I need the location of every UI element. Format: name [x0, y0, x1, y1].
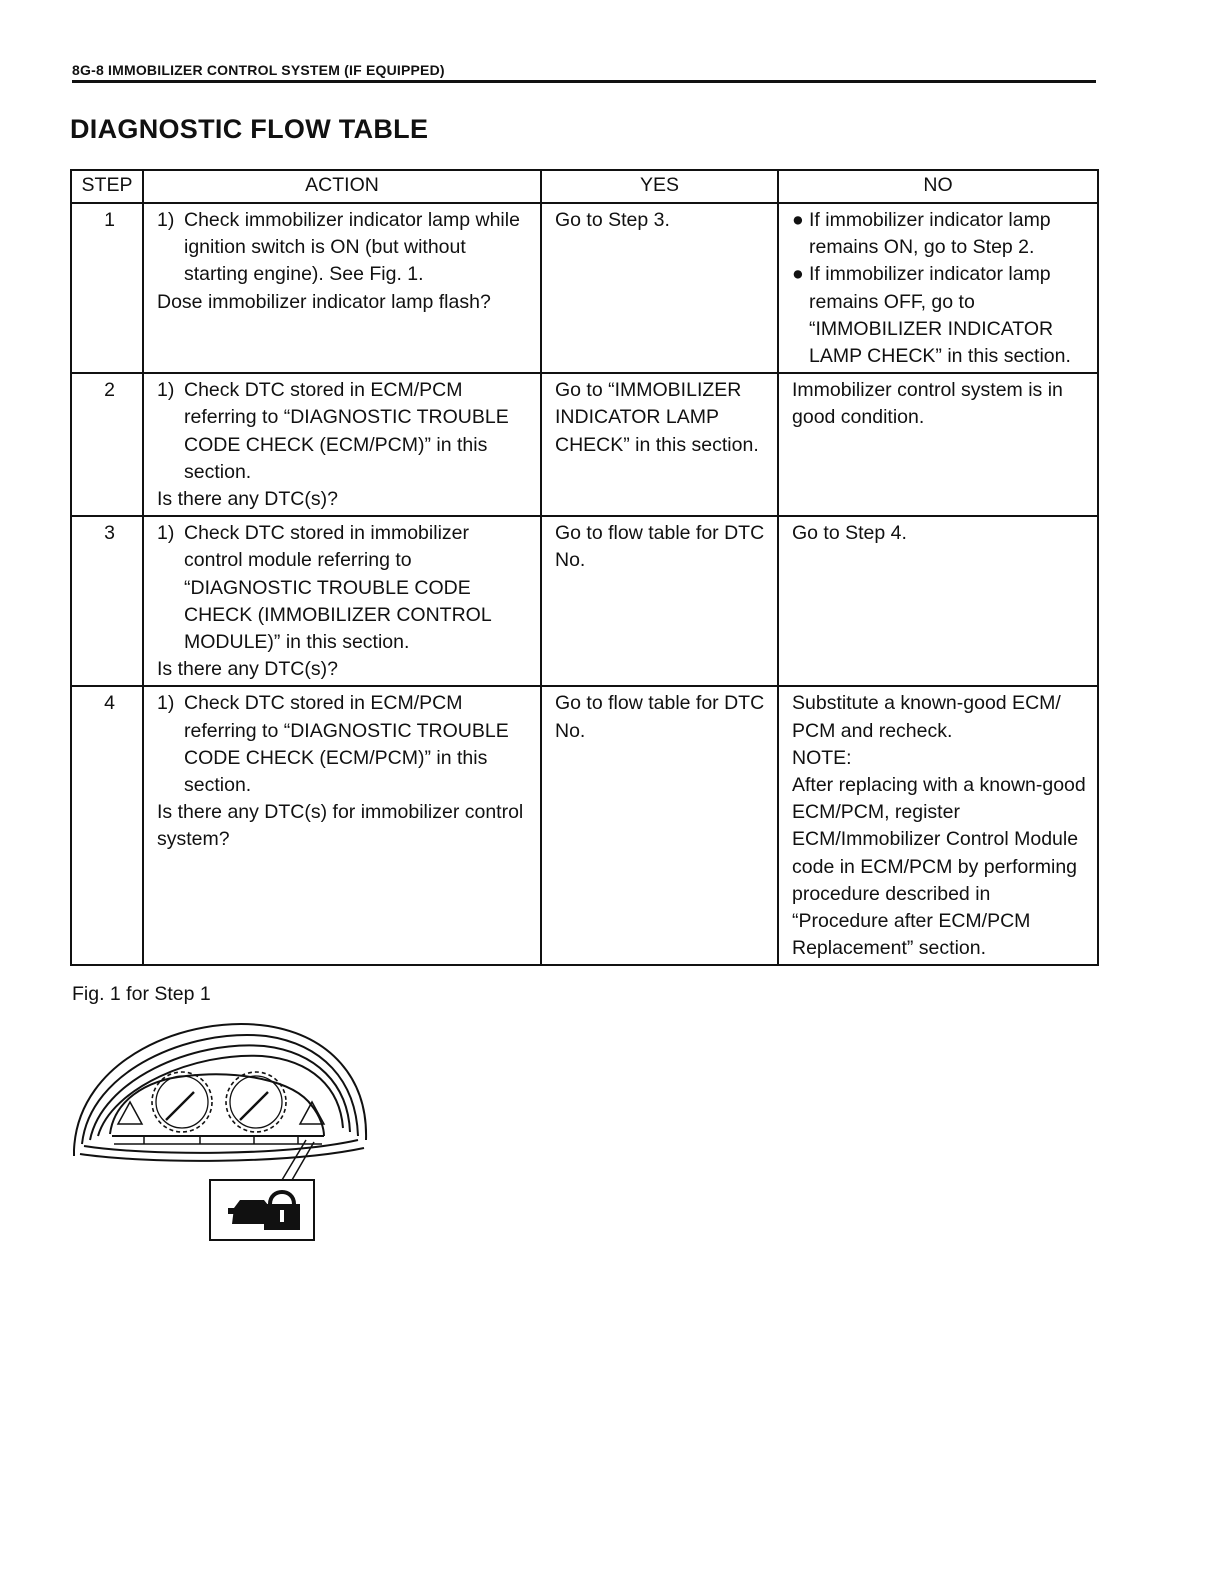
table-row	[71, 373, 1098, 516]
substep-number: 1)	[157, 379, 175, 402]
no-cell	[778, 203, 1098, 373]
step-number: 3	[71, 516, 143, 686]
no-cell: Go to Step 4.	[778, 516, 1098, 686]
table-row	[71, 516, 1098, 686]
instrument-cluster-figure	[68, 1018, 378, 1248]
figure-caption: Fig. 1 for Step 1	[72, 983, 211, 1005]
action-substep	[157, 520, 532, 656]
no-bullet	[792, 207, 1089, 261]
action-cell	[143, 203, 541, 373]
action-cell	[143, 516, 541, 686]
table-row	[71, 203, 1098, 373]
no-cell: Immobilizer control system is in good condition.	[778, 373, 1098, 516]
bullet-dot-icon: ●	[792, 209, 804, 231]
page-title: DIAGNOSTIC FLOW TABLE	[70, 114, 429, 144]
table-header-row	[71, 170, 1098, 203]
substep-number: 1)	[157, 522, 175, 545]
page-header: 8G-8 IMMOBILIZER CONTROL SYSTEM (IF EQUIPPED)	[72, 62, 1096, 83]
substep-number: 1)	[157, 692, 175, 715]
yes-cell: Go to “IMMOBILIZER INDICATOR LAMP CHECK” in this section.	[541, 373, 778, 516]
yes-cell: Go to flow table for DTC No.	[541, 516, 778, 686]
header-action: ACTION	[143, 170, 541, 203]
substep-number: 1)	[157, 209, 175, 231]
action-cell	[143, 373, 541, 516]
no-main-text: Substitute a known-good ECM/ PCM and recheck.	[792, 692, 1061, 742]
action-question: Is there any DTC(s)?	[157, 658, 338, 681]
instrument-cluster-icon	[74, 1024, 366, 1180]
substep-text: Check DTC stored in ECM/PCM referring to “DIAGNOSTIC TROUBLE CODE CHECK (ECM/PCM)” in this section.	[184, 379, 509, 483]
action-substep	[157, 690, 532, 799]
header-yes: YES	[541, 170, 778, 203]
yes-cell: Go to flow table for DTC No.	[541, 686, 778, 965]
substep-text: Check immobilizer indicator lamp while ignition switch is ON (but without starting engine). See Fig. 1.	[184, 209, 520, 286]
bullet-dot-icon: ●	[792, 263, 804, 286]
step-number: 1	[71, 203, 143, 373]
substep-text: Check DTC stored in ECM/PCM referring to “DIAGNOSTIC TROUBLE CODE CHECK (ECM/PCM)” in this section.	[184, 692, 509, 797]
table-row	[71, 686, 1098, 965]
step-number: 4	[71, 686, 143, 965]
no-bullet	[792, 261, 1089, 370]
bullet-text: If immobilizer indicator lamp remains OFF, go to “IMMOBILIZER INDICATOR LAMP CHECK” in this section.	[809, 263, 1071, 368]
substep-text: Check DTC stored in immobilizer control module referring to “DIAGNOSTIC TROUBLE CODE CHECK (IMMOBILIZER CONTROL MODULE)” in this section.	[184, 522, 491, 654]
bullet-text: If immobilizer indicator lamp remains ON, go to Step 2.	[809, 209, 1051, 259]
action-question: Dose immobilizer indicator lamp flash?	[157, 290, 491, 313]
diagnostic-flow-table	[70, 169, 1099, 966]
note-label: NOTE:	[792, 746, 852, 769]
header-no: NO	[778, 170, 1098, 203]
header-step: STEP	[71, 170, 143, 203]
no-cell	[778, 686, 1098, 965]
immobilizer-indicator-icon	[210, 1180, 314, 1240]
action-substep	[157, 207, 532, 289]
action-cell	[143, 686, 541, 965]
action-question: Is there any DTC(s) for immobilizer control system?	[157, 801, 524, 851]
yes-cell: Go to Step 3.	[541, 203, 778, 373]
action-substep	[157, 377, 532, 486]
step-number: 2	[71, 373, 143, 516]
action-question: Is there any DTC(s)?	[157, 488, 338, 511]
note-text: After replacing with a known-good ECM/PCM, register ECM/Immobilizer Control Module code in ECM/PCM by performing procedure described in “Procedure after ECM/PCM Replacement” section.	[792, 774, 1086, 960]
